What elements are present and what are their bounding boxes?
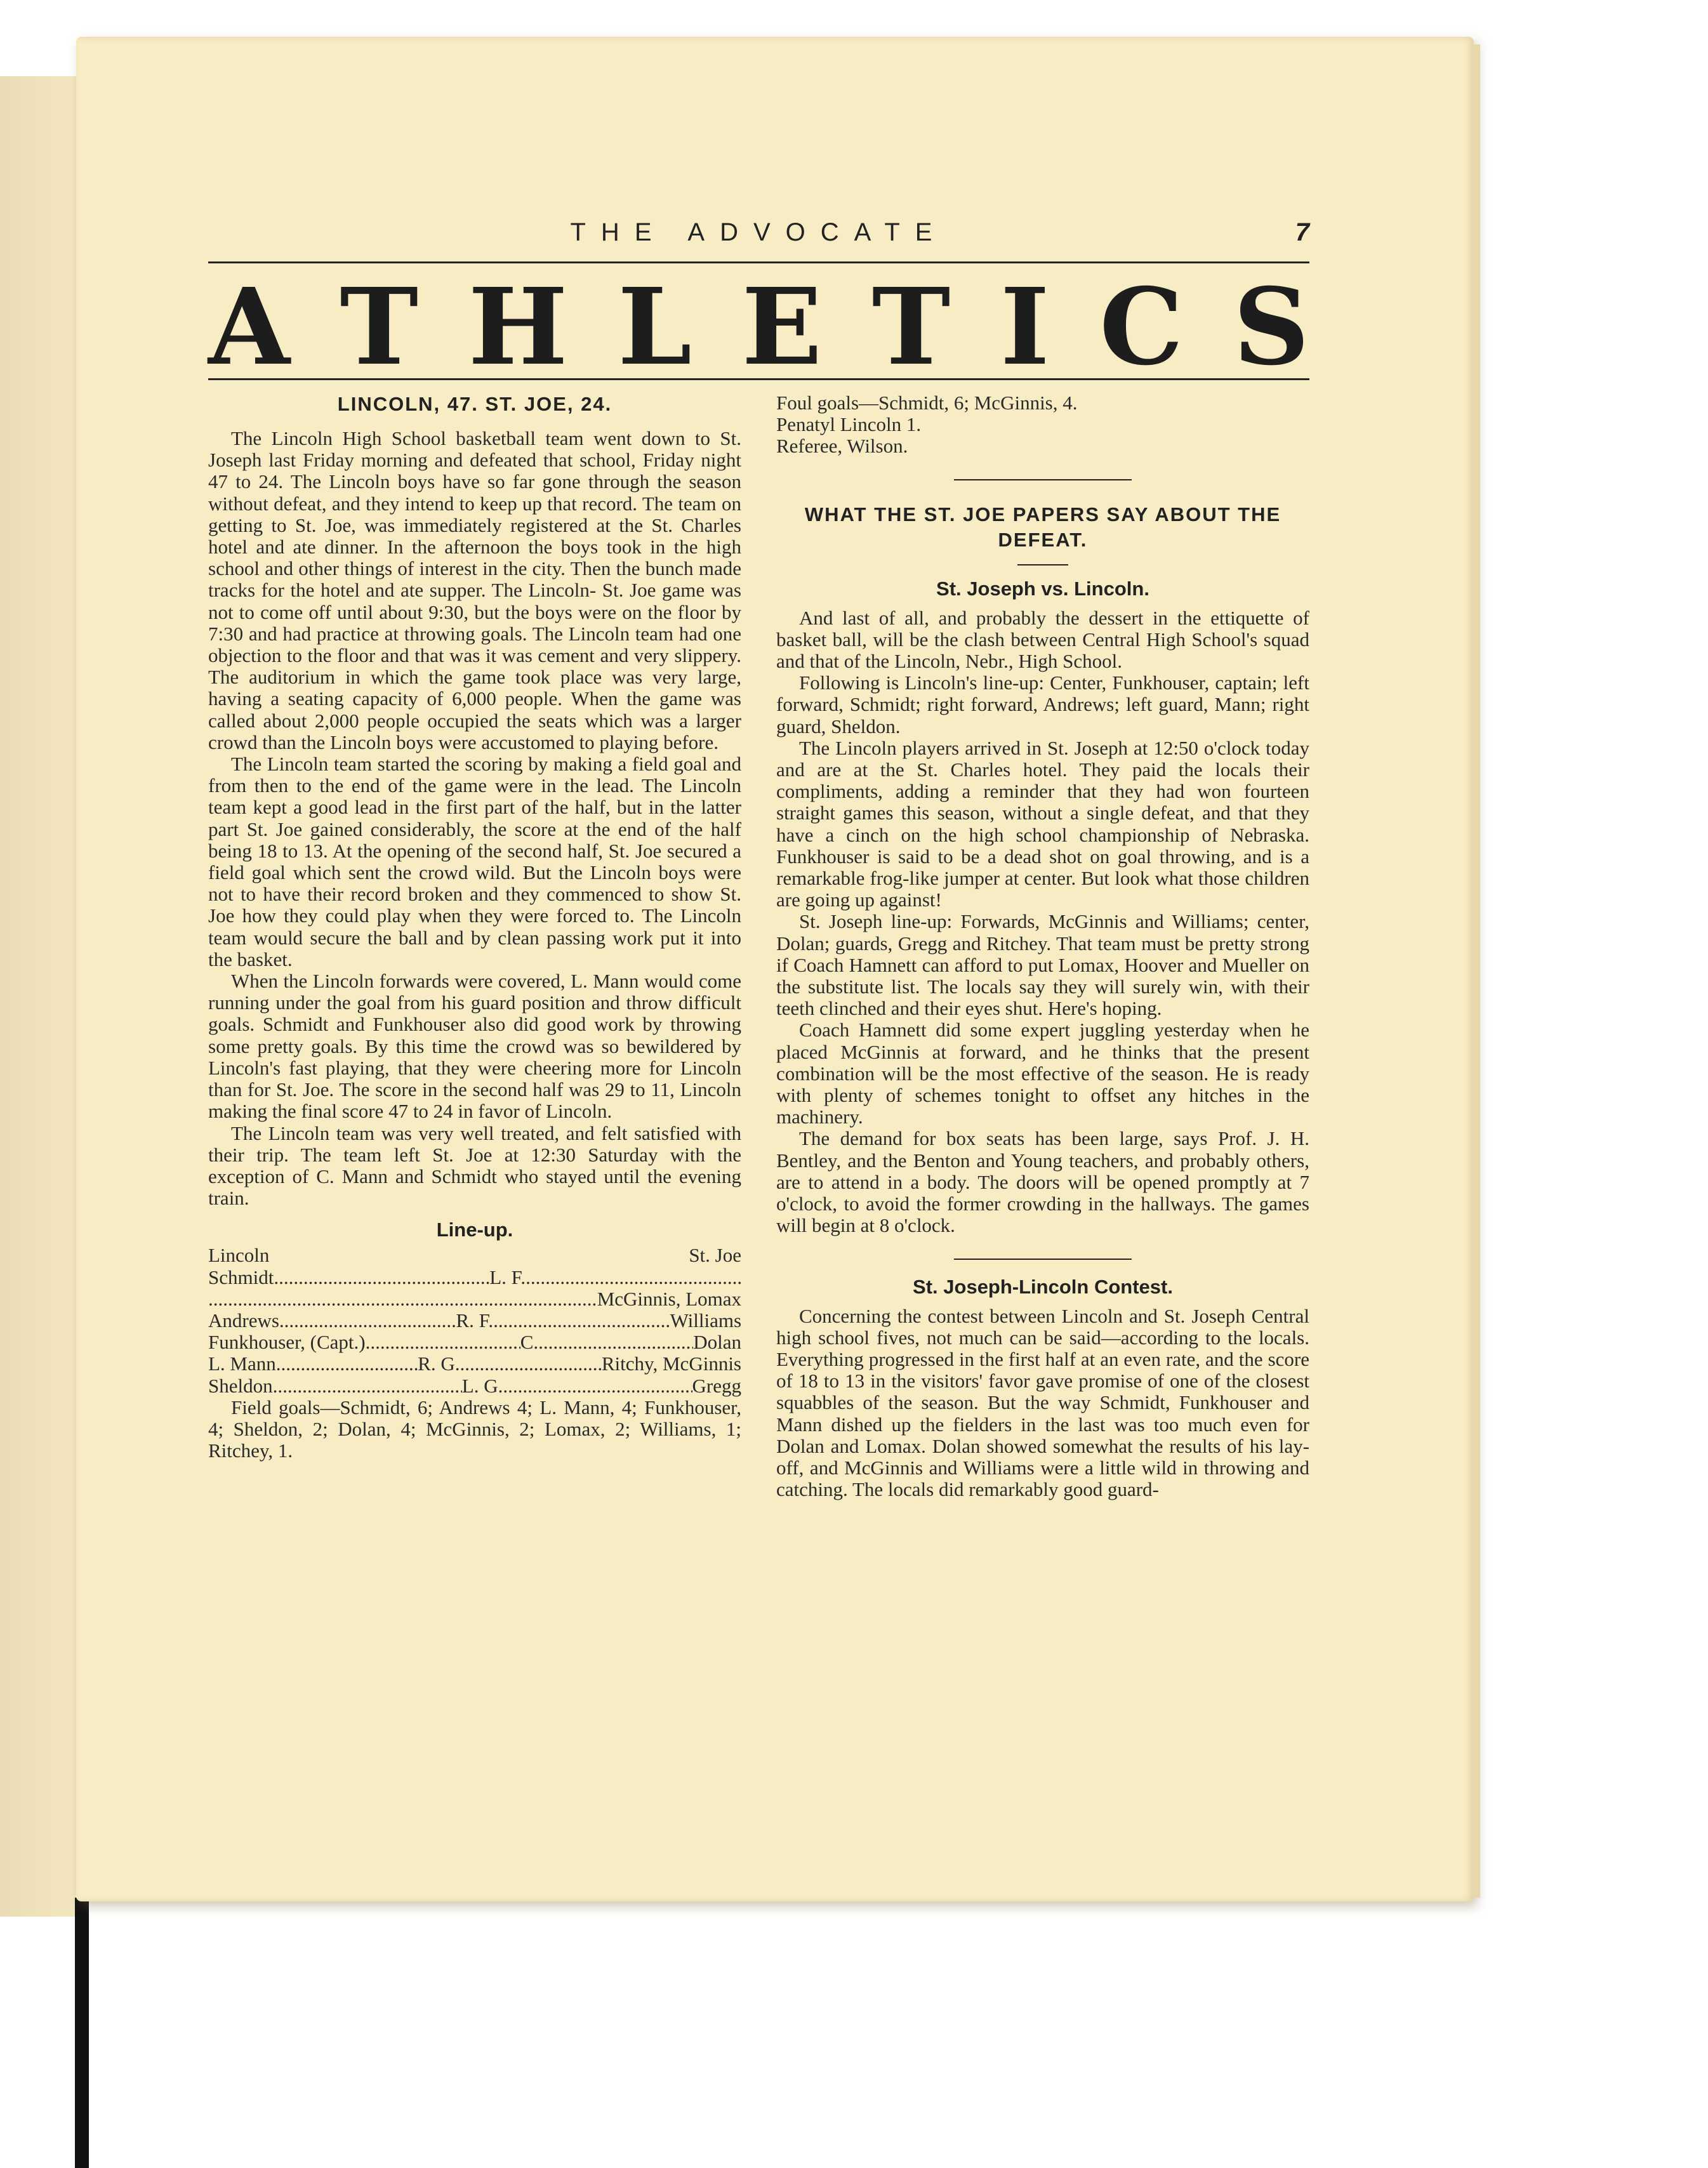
leader-dots bbox=[274, 1267, 489, 1288]
lineup-row bbox=[208, 1332, 741, 1353]
right-column bbox=[776, 392, 1309, 1500]
article-paragraph: The Lincoln players arrived in St. Joseph at 12:50 o'clock today and are at the St. Charles hotel. They paid the locals their compliments, adding a reminder that they had won fourteen straight games this season, without a single defeat, and that they have a cinch on the high school championship of Nebraska. Funkhouser is said to be a dead shot on goal throwing, and is a remarkable frog-like jumper at center. But look what those children are going up against! bbox=[776, 736, 1309, 911]
title-rule bbox=[208, 378, 1309, 380]
section-title-letter: S bbox=[1233, 265, 1309, 389]
lineup-stjoe-player: Dolan bbox=[693, 1332, 741, 1354]
lineup-lincoln-player: L. Mann bbox=[208, 1353, 276, 1375]
leader-dots bbox=[460, 1353, 601, 1375]
section-title-letter: T bbox=[871, 265, 951, 389]
page-right-edge bbox=[1471, 44, 1480, 1898]
article-paragraph: The demand for box seats has been large, says Prof. J. H. Bentley, and the Benton and Young teachers, and probably others, are to attend in a body. The doors will be opened promptly at 7 o'clock, to avoid the former crowding in the hallways. The games will begin at 8 o'clock. bbox=[776, 1127, 1309, 1237]
scan-background-edge bbox=[0, 76, 76, 1917]
field-goals: Field goals—Schmidt, 6; Andrews 4; L. Mann, 4; Funkhouser, 4; Sheldon, 2; Dolan, 4; McGinnis, 2; Lomax, 2; Williams, 1; Ritchey, 1. bbox=[208, 1396, 741, 1462]
article-paragraph: Coach Hamnett did some expert juggling yesterday when he placed McGinnis at forward, and he thinks that the present combination will be the most effective of the season. He is ready with plenty of schemes tonight to offset any hitches in the machinery. bbox=[776, 1019, 1309, 1128]
referee-line: Referee, Wilson. bbox=[776, 435, 908, 458]
article-paragraph: The Lincoln High School basketball team went down to St. Joseph last Friday morning and defeated that school, Friday night 47 to 24. The Lincoln boys have so far gone through the season without defeat, and they intend to keep up that record. The team on getting to St. Joe, was immediately registered at the St. Charles hotel and ate dinner. In the afternoon the boys took in the high school and other things of interest in the city. Then the bunch made tracks for the hotel and ate supper. The Lincoln- St. Joe game was not to come off until about 9:30, but the boys were on the floor by 7:30 and had practice at throwing goals. The Lincoln team had one objection to the floor and that was it was cement and very slippery. The auditorium in which the game took place was very large, having a seating capacity of 6,000 people. When the game was called about 2,000 people occupied the seats which was a larger crowd than the Lincoln boys were accustomed to playing before. bbox=[208, 427, 741, 753]
article-paragraph: Following is Lincoln's line-up: Center, Funkhouser, captain; left forward, Schmidt; right forward, Andrews; left guard, Mann; right guard, Sheldon. bbox=[776, 671, 1309, 737]
section-title-letter: C bbox=[1099, 265, 1184, 389]
lineup-position: R. G. bbox=[418, 1353, 460, 1375]
leader-dots bbox=[503, 1375, 692, 1397]
leader-dots bbox=[538, 1332, 693, 1353]
lineup-lincoln-player: Sheldon bbox=[208, 1375, 273, 1397]
header-rule bbox=[208, 261, 1309, 263]
lineup-stjoe-player: Gregg bbox=[692, 1375, 741, 1397]
lineup-lincoln-player: Andrews bbox=[208, 1309, 279, 1332]
lineup-stjoe-player: Ritchy, McGinnis bbox=[601, 1353, 741, 1375]
publication-title: THE ADVOCATE bbox=[570, 218, 948, 246]
lineup-row bbox=[208, 1375, 741, 1397]
lineup-row bbox=[208, 1267, 741, 1288]
leader-dots bbox=[273, 1375, 462, 1397]
lineup-stjoe-player: McGinnis, Lomax bbox=[597, 1288, 741, 1310]
lineup-lincoln-player: Funkhouser, (Capt.) bbox=[208, 1332, 366, 1354]
lineup-row bbox=[208, 1353, 741, 1375]
leader-dots bbox=[208, 1288, 597, 1310]
lineup-row bbox=[208, 1288, 741, 1310]
contest-subhead: St. Joseph-Lincoln Contest. bbox=[913, 1275, 1173, 1298]
lineup-team-stjoe: St. Joe bbox=[689, 1245, 741, 1267]
section-title bbox=[208, 265, 1309, 389]
section-title-letter: L bbox=[618, 265, 692, 389]
lineup-position: L. G. bbox=[461, 1375, 503, 1397]
lineup-team-row bbox=[208, 1245, 741, 1266]
article-paragraph: The Lincoln team was very well treated, and felt satisfied with their trip. The team left St. Joe at 12:30 Saturday with the exception of C. Mann and Schmidt who stayed until the evening train. bbox=[208, 1121, 741, 1210]
page-number: 7 bbox=[1295, 218, 1309, 246]
section-title-letter: T bbox=[340, 265, 418, 389]
left-column bbox=[208, 392, 741, 1462]
papers-subhead: St. Joseph vs. Lincoln. bbox=[936, 577, 1149, 600]
papers-headline: WHAT THE ST. JOE PAPERS SAY ABOUT THE DEFEAT. bbox=[804, 503, 1281, 551]
lineup-position: C. bbox=[520, 1332, 539, 1354]
section-divider bbox=[954, 1259, 1132, 1260]
lineup-position: R. F. bbox=[456, 1309, 494, 1332]
penalty-line: Penatyl Lincoln 1. bbox=[776, 413, 922, 436]
lineup-row bbox=[208, 1310, 741, 1332]
leader-dots bbox=[526, 1267, 741, 1288]
leader-dots bbox=[366, 1332, 520, 1353]
foul-goals: Foul goals—Schmidt, 6; McGinnis, 4. bbox=[776, 392, 1078, 414]
section-title-letter: E bbox=[741, 265, 823, 389]
section-title-letter: H bbox=[468, 265, 568, 389]
article-paragraph: The Lincoln team started the scoring by making a field goal and from then to the end of the game were in the lead. The Lincoln team kept a good lead in the first part of the half, but in the latter part St. Joe gained considerably, the score at the end of the half being 18 to 13. At the opening of the second half, St. Joe secured a field goal which sent the crowd wild. But the Lincoln boys were not to have their record broken and they commenced to show St. Joe how they could play when they were forced to. The Lincoln team would secure the ball and by clean passing work put it into the basket. bbox=[208, 753, 741, 970]
section-title-letter: A bbox=[208, 265, 290, 389]
lineup-team-lincoln: Lincoln bbox=[208, 1245, 270, 1267]
lineup-stjoe-player: Williams bbox=[670, 1309, 741, 1332]
lineup-heading: Line-up. bbox=[436, 1219, 513, 1241]
article-paragraph: And last of all, and probably the dessert in the ettiquette of basket ball, will be the clash between Central High School's squad and that of the Lincoln, Nebr., High School. bbox=[776, 606, 1309, 673]
lineup-position: L. F. bbox=[489, 1266, 526, 1288]
short-divider bbox=[1017, 564, 1068, 565]
scan-dark-edge bbox=[75, 1898, 89, 2168]
leader-dots bbox=[279, 1310, 456, 1332]
article-paragraph: Concerning the contest between Lincoln and St. Joseph Central high school fives, not much can be said—according to the locals. Everything progressed in the first half at an even rate, and the score of 18 to 13 in the visitors' favor gave promise of one of the closest squabbles of the season. But the way Schmidt, Funkhouser and Mann dished up the fielders in the last was too much even for Dolan and Lomax. Dolan showed somewhat the results of his lay-off, and McGinnis and Williams were a little wild in throwing and catching. The locals did remarkably good guard- bbox=[776, 1304, 1309, 1501]
leader-dots bbox=[493, 1310, 670, 1332]
section-divider bbox=[954, 479, 1132, 480]
section-title-letter: I bbox=[1000, 265, 1050, 389]
lineup-lincoln-player: Schmidt bbox=[208, 1266, 274, 1288]
leader-dots bbox=[276, 1353, 418, 1375]
running-header bbox=[208, 218, 1309, 256]
article-paragraph: St. Joseph line-up: Forwards, McGinnis and Williams; center, Dolan; guards, Gregg and Ritchey. That team must be pretty strong if Coach Hamnett can afford to put Lomax, Hoover and Mueller on the substitute list. The locals say they will surely win, with their teeth clinched and their eyes shut. Here's hoping. bbox=[776, 910, 1309, 1020]
game-headline: LINCOLN, 47. ST. JOE, 24. bbox=[337, 393, 612, 415]
article-paragraph: When the Lincoln forwards were covered, L. Mann would come running under the goal from his guard position and throw difficult goals. Schmidt and Funkhouser also did good work by throwing some pretty goals. By this time the crowd was so bewildered by Lincoln's fast playing, that they were cheering more for Lincoln than for St. Joe. The score in the second half was 29 to 11, Lincoln making the final score 47 to 24 in favor of Lincoln. bbox=[208, 970, 741, 1123]
